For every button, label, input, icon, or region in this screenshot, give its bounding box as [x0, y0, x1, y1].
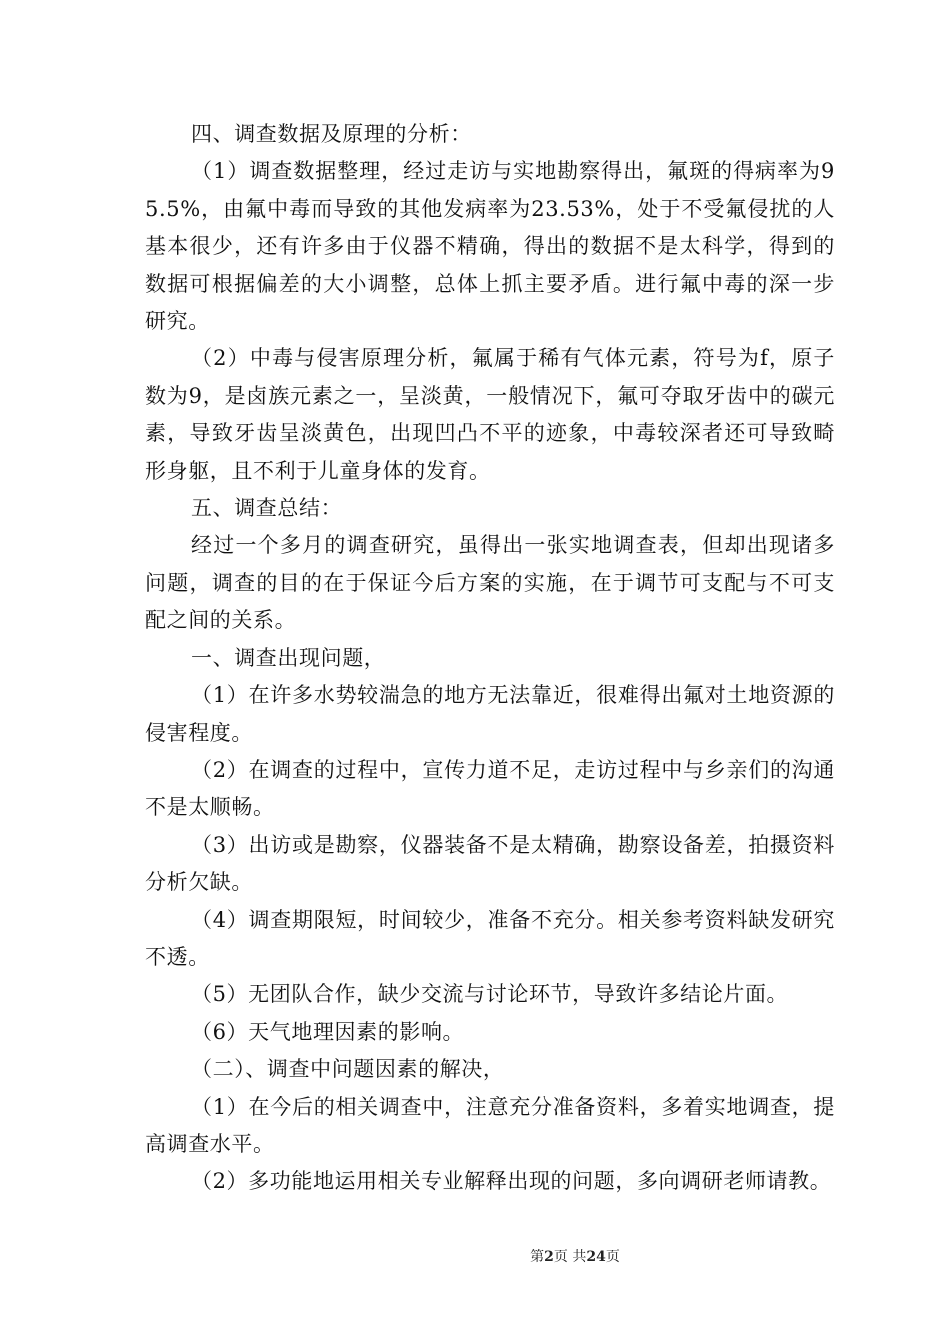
document-body [145, 116, 835, 1201]
solution-item-1: （1）在今后的相关调查中，注意充分准备资料，多着实地调查，提高调查水平。 [145, 1094, 835, 1156]
footer-prefix: 第 [530, 1249, 545, 1265]
problem-item-1: （1）在许多水势较湍急的地方无法靠近，很难得出氟对土地资源的侵害程度。 [145, 683, 835, 745]
problem-item-2: （2）在调查的过程中，宣传力道不足，走访过程中与乡亲们的沟通不是太顺畅。 [145, 757, 835, 820]
footer-middle: 页 共 [553, 1249, 587, 1265]
footer-current-page: 2 [544, 1249, 554, 1265]
problem-item-4: （4）调查期限短，时间较少，准备不充分。相关参考资料缺发研究不透。 [145, 907, 835, 969]
problem-item-3: （3）出访或是勘察，仪器装备不是太精确，勘察设备差，拍摄资料分析欠缺。 [145, 832, 835, 895]
paragraph-data-summary: （1）调查数据整理，经过走访与实地勘察得出，氟斑的得病率为95.5%，由氟中毒而导致的其他发病率为23.53%，处于不受氟侵扰的人基本很少，还有许多由于仪器不精确，得出的数据不是太科学，得到的数据可根据偏差的大小调整，总体上抓主要矛盾。进行氟中毒的深一步研究。 [145, 159, 835, 334]
section-heading-analysis: 四、调查数据及原理的分析： [191, 122, 472, 146]
paragraph-toxicity-principle: （2）中毒与侵害原理分析，氟属于稀有气体元素，符号为f，原子数为9，是卤族元素之一，呈淡黄，一般情况下，氟可夺取牙齿中的碳元素，导致牙齿呈淡黄色，出现凹凸不平的迹象，中毒较深者还可导致畸形身躯，且不利于儿童身体的发育。 [145, 346, 835, 483]
problem-item-6: （6）天气地理因素的影响。 [191, 1019, 465, 1044]
page-footer [0, 1246, 950, 1266]
subheading-problems: 一、调查出现问题， [191, 645, 386, 670]
footer-total-pages: 24 [586, 1249, 606, 1265]
section-heading-summary: 五、调查总结： [191, 496, 343, 521]
problem-item-5: （5）无团队合作，缺少交流与讨论环节，导致许多结论片面。 [191, 982, 789, 1007]
footer-suffix: 页 [605, 1249, 620, 1265]
paragraph-summary-intro: 经过一个多月的调查研究，虽得出一张实地调查表，但却出现诸多问题，调查的目的在于保证今后方案的实施，在于调节可支配与不可支配之间的关系。 [145, 533, 835, 633]
solution-item-2: （2）多功能地运用相关专业解释出现的问题，多向调研老师请教。 [191, 1169, 832, 1194]
subheading-solutions: （二）、调查中问题因素的解决， [191, 1057, 505, 1082]
